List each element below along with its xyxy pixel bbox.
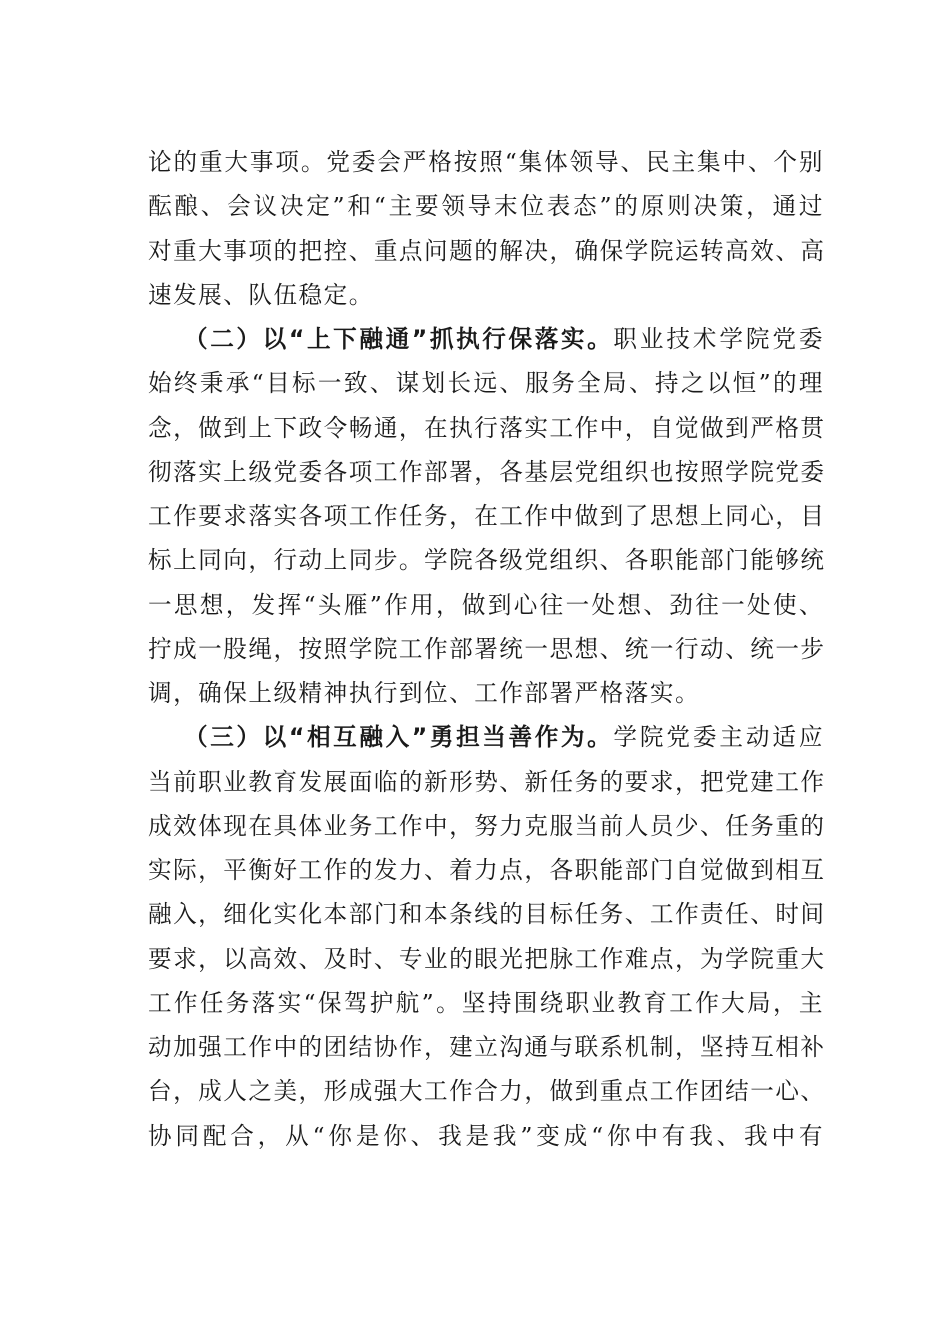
paragraph-2-line-6: 标上同向，行动上同步。学院各级党组织、各职能部门能够统 bbox=[148, 546, 826, 575]
document-body bbox=[148, 140, 824, 1158]
paragraph-1-line-4: 速发展、队伍稳定。 bbox=[148, 280, 374, 309]
paragraph-3-first-line-text: 学院党委主动适应 bbox=[613, 723, 825, 752]
paragraph-1-line-3: 对重大事项的把控、重点问题的解决，确保学院运转高效、高 bbox=[148, 236, 826, 265]
paragraph-2-line-3: 念，做到上下政令畅通，在执行落实工作中，自觉做到严格贯 bbox=[148, 413, 826, 442]
paragraph-2-line-1 bbox=[148, 317, 824, 361]
paragraph-3-line-2: 当前职业教育发展面临的新形势、新任务的要求，把党建工作 bbox=[148, 767, 826, 796]
paragraph-3-line-8: 动加强工作中的团结协作，建立沟通与联系机制，坚持互相补 bbox=[148, 1033, 826, 1061]
paragraph-3-line-10: 协同配合，从“你是你、我是我”变成“你中有我、我中有 bbox=[148, 1121, 824, 1150]
paragraph-3-line-4: 实际，平衡好工作的发力、着力点，各职能部门自觉做到相互 bbox=[148, 856, 826, 884]
paragraph-3-line-5: 融入，细化实化本部门和本条线的目标任务、工作责任、时间 bbox=[148, 900, 826, 929]
paragraph-1-line-1: 论的重大事项。党委会严格按照“集体领导、民主集中、个别 bbox=[148, 148, 824, 176]
paragraph-3-line-7: 工作任务落实“保驾护航”。坚持围绕职业教育工作大局，主 bbox=[148, 988, 824, 1017]
paragraph-2-first-line-text: 职业技术学院党委 bbox=[613, 325, 825, 353]
paragraph-3-line-6: 要求，以高效、及时、专业的眼光把脉工作难点，为学院重大 bbox=[148, 944, 826, 973]
paragraph-3-line-9: 台，成人之美，形成强大工作合力，做到重点工作团结一心、 bbox=[148, 1077, 826, 1106]
paragraph-2-line-7: 一思想，发挥“头雁”作用，做到心往一处想、劲往一处使、 bbox=[148, 590, 824, 619]
paragraph-2-line-9: 调，确保上级精神执行到位、工作部署严格落实。 bbox=[148, 679, 701, 707]
paragraph-3-line-1 bbox=[148, 715, 824, 759]
section-heading-2: （二）以“上下融通”抓执行保落实。 bbox=[184, 325, 614, 353]
paragraph-2-line-5: 工作要求落实各项工作任务，在工作中做到了思想上同心，目 bbox=[148, 502, 826, 530]
paragraph-2-line-4: 彻落实上级党委各项工作部署，各基层党组织也按照学院党委 bbox=[148, 457, 826, 486]
section-heading-3: （三）以“相互融入”勇担当善作为。 bbox=[184, 723, 614, 752]
paragraph-2-line-2: 始终秉承“目标一致、谋划长远、服务全局、持之以恒”的理 bbox=[148, 369, 824, 398]
paragraph-2-line-8: 拧成一股绳，按照学院工作部署统一思想、统一行动、统一步 bbox=[148, 634, 826, 663]
paragraph-1-line-2: 酝酿、会议决定”和“主要领导末位表态”的原则决策，通过 bbox=[148, 192, 824, 221]
paragraph-3-line-3: 成效体现在具体业务工作中，努力克服当前人员少、任务重的 bbox=[148, 811, 826, 840]
